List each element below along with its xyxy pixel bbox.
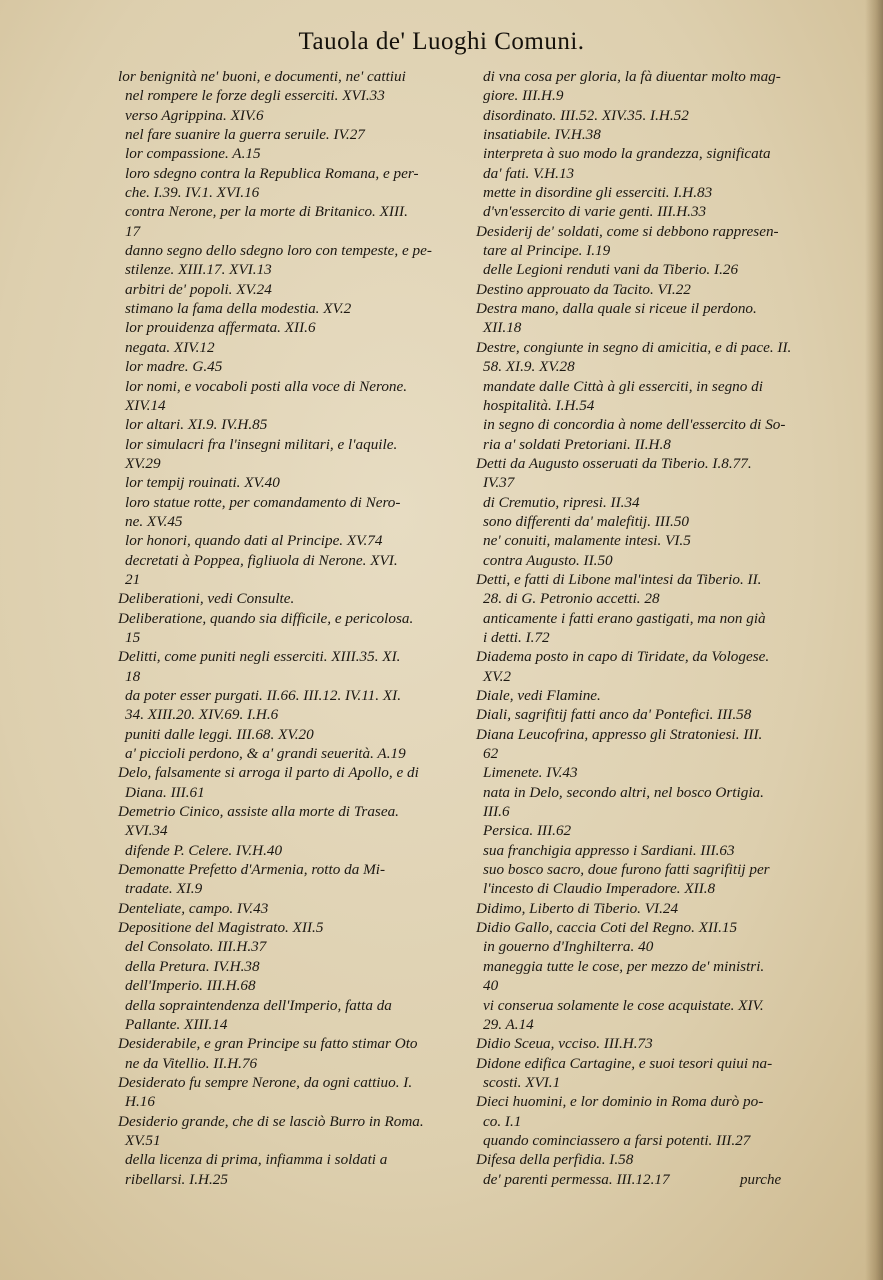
index-line: ne' conuiti, malamente intesi. VI.5 [483,532,691,550]
index-line: che. I.39. IV.1. XVI.16 [125,184,260,202]
index-line: in gouerno d'Inghilterra. 40 [483,938,654,956]
index-line: 18 [125,667,141,685]
index-line: Limenete. IV.43 [483,764,578,782]
index-line: Dieci huomini, e lor dominio in Roma durò po- [476,1093,764,1111]
index-line: XV.51 [125,1131,161,1149]
index-line: mette in disordine gli esserciti. I.H.83 [483,184,713,202]
index-line: vi conserua solamente le cose acquistate. XIV. [483,996,764,1014]
index-line: Diana Leucofrina, appresso gli Stratoniesi. III. [476,725,763,743]
index-line: della licenza di prima, infiamma i soldati a [125,1151,388,1169]
index-line: decretati à Poppea, figliuola di Nerone. XVI. [125,551,398,569]
index-line: lor prouidenza affermata. XII.6 [125,319,316,337]
index-line: XVI.34 [125,822,168,840]
index-line: Didio Gallo, caccia Coti del Regno. XII.15 [476,919,738,937]
index-line: III.6 [483,803,510,821]
index-line: 34. XIII.20. XIV.69. I.H.6 [125,706,279,724]
index-line: da' fati. V.H.13 [483,164,575,182]
index-line: giore. III.H.9 [483,87,564,105]
index-line: l'incesto di Claudio Imperadore. XII.8 [483,880,716,898]
index-line: IV.37 [483,474,515,492]
index-line: disordinato. III.52. XIV.35. I.H.52 [483,106,689,124]
index-line: H.16 [125,1093,155,1111]
index-line: 15 [125,628,141,646]
index-line: de' parenti permessa. III.12.17 [483,1170,670,1188]
index-line: contra Nerone, per la morte di Britanico. XIII. [125,203,408,221]
index-line: anticamente i fatti erano gastigati, ma non già [483,609,766,627]
index-line: ne. XV.45 [125,512,183,530]
index-line: Denteliate, campo. IV.43 [118,899,269,917]
catchword: purche [740,1172,782,1188]
index-line: da poter esser purgati. II.66. III.12. IV.11. XI. [125,687,402,704]
index-line: Detti da Augusto osseruati da Tiberio. I.8.77. [476,454,752,472]
index-column-right [476,67,822,1189]
index-line: i detti. I.72 [483,628,550,646]
index-line: Desiderio grande, che di se lasciò Burro in Roma. [118,1112,424,1130]
index-line: Persica. III.62 [483,822,572,840]
index-line: Diadema posto in capo di Tiridate, da Vologese. [476,648,770,666]
index-line: Deliberationi, vedi Consulte. [118,590,295,608]
index-line: 62 [483,745,499,763]
index-line: ria a' soldati Pretoriani. II.H.8 [483,435,671,453]
index-line: Diali, sagrifitij fatti anco da' Pontefici. III.58 [476,706,752,724]
page-edge-shadow [865,0,883,1280]
index-line: Didimo, Liberto di Tiberio. VI.24 [476,899,679,917]
index-line: Destra mano, dalla quale si riceue il perdono. [476,300,757,318]
index-line: 29. A.14 [483,1015,534,1033]
index-line: Didio Sceua, vcciso. III.H.73 [476,1035,653,1053]
index-line: lor tempij rouinati. XV.40 [125,474,280,492]
index-line: insatiabile. IV.H.38 [483,126,601,144]
index-line: contra Augusto. II.50 [483,551,613,569]
index-line: Depositione del Magistrato. XII.5 [118,919,324,937]
index-line: scosti. XVI.1 [483,1073,561,1091]
index-line: Diana. III.61 [125,783,205,801]
index-line: 58. XI.9. XV.28 [483,358,575,376]
index-line: XIV.14 [125,396,166,414]
index-line: lor madre. G.45 [125,358,223,376]
index-line: verso Agrippina. XIV.6 [125,106,264,124]
index-line: stimano la fama della modestia. XV.2 [125,300,352,318]
index-line: della Pretura. IV.H.38 [125,957,260,975]
index-line: negata. XIV.12 [125,338,215,356]
index-line: hospitalità. I.H.54 [483,396,595,414]
index-line: nel fare suanire la guerra seruile. IV.27 [125,126,365,144]
index-line: del Consolato. III.H.37 [125,938,267,956]
index-column-left [118,67,470,1189]
index-line: lor altari. XI.9. IV.H.85 [125,416,268,434]
index-line: sua franchigia appresso i Sardiani. III.63 [483,841,735,859]
index-line: Pallante. XIII.14 [125,1015,228,1033]
index-line: suo bosco sacro, doue furono fatti sagrifitij per [483,861,770,879]
index-line: sono differenti da' malefitij. III.50 [483,512,690,530]
index-line: danno segno dello sdegno loro con tempeste, e pe- [125,242,432,260]
index-line: Deliberatione, quando sia difficile, e pericolosa. [118,609,414,627]
index-line: Delo, falsamente si arroga il parto di Apollo, e di [118,764,419,782]
index-line: Demetrio Cinico, assiste alla morte di Trasea. [118,803,399,821]
index-line: di vna cosa per gloria, la fà diuentar molto mag- [483,68,781,85]
index-line: quando cominciassero a farsi potenti. III.27 [483,1131,751,1149]
index-line: nel rompere le forze degli esserciti. XVI.33 [125,87,385,105]
index-line: delle Legioni renduti vani da Tiberio. I.26 [483,261,739,279]
index-line: 40 [483,977,499,995]
index-line: maneggia tutte le cose, per mezzo de' ministri. [483,957,765,975]
page-header: Tauola de' Luoghi Comuni. [298,28,585,55]
index-line: difende P. Celere. IV.H.40 [125,841,283,859]
index-line: tare al Principe. I.19 [483,242,611,260]
index-line: Demonatte Prefetto d'Armenia, rotto da Mi- [118,861,386,879]
index-line: in segno di concordia à nome dell'essercito di So- [483,416,786,434]
index-line: lor compassione. A.15 [125,145,261,163]
index-line: XV.2 [483,667,511,685]
index-line: Detti, e fatti di Libone mal'intesi da Tiberio. II. [476,570,762,588]
index-line: Desiderij de' soldati, come si debbono rappresen- [476,222,779,240]
index-line: XII.18 [483,319,522,337]
index-line: 17 [125,222,141,240]
index-line: mandate dalle Città à gli esserciti, in segno di [483,377,763,395]
index-line: puniti dalle leggi. III.68. XV.20 [125,725,314,743]
index-line: ribellarsi. I.H.25 [125,1170,228,1188]
index-line: Destino approuato da Tacito. VI.22 [476,280,691,298]
index-line: arbitri de' popoli. XV.24 [125,280,272,298]
index-line: della sopraintendenza dell'Imperio, fatta da [125,996,392,1014]
index-line: dell'Imperio. III.H.68 [125,977,256,995]
index-line: co. I.1 [483,1112,522,1130]
index-line: Diale, vedi Flamine. [476,687,601,704]
index-line: Desiderabile, e gran Principe su fatto stimar Oto [118,1035,418,1053]
index-line: Difesa della perfidia. I.58 [476,1151,634,1169]
index-line: Delitti, come puniti negli esserciti. XIII.35. XI. [118,648,401,666]
index-line: di Cremutio, ripresi. II.34 [483,493,640,511]
index-line: stilenze. XIII.17. XVI.13 [125,261,272,279]
index-line: lor nomi, e vocaboli posti alla voce di Nerone. [125,377,408,395]
index-line: lor honori, quando dati al Principe. XV.74 [125,532,383,550]
index-line: tradate. XI.9 [125,880,203,898]
index-line: a' piccioli perdono, & a' grandi seuerità. A.19 [125,745,406,763]
index-line: lor simulacri fra l'insegni militari, e l'aquile. [125,435,398,453]
index-line: Desiderato fu sempre Nerone, da ogni cattiuo. I. [118,1073,413,1091]
index-line: XV.29 [125,454,161,472]
index-line: ne da Vitellio. II.H.76 [125,1054,258,1072]
index-line: Didone edifica Cartagine, e suoi tesori quiui na- [476,1054,773,1072]
index-line: nata in Delo, secondo altri, nel bosco Ortigia. [483,783,764,801]
index-line: Destre, congiunte in segno di amicitia, e di pace. II. [476,338,792,356]
index-line: 21 [125,570,141,588]
index-line: interpreta à suo modo la grandezza, significata [483,145,771,163]
index-line: 28. di G. Petronio accetti. 28 [483,590,660,608]
index-line: d'vn'essercito di varie genti. III.H.33 [483,203,707,221]
index-line: loro sdegno contra la Republica Romana, e per- [125,164,419,182]
index-line: lor benignità ne' buoni, e documenti, ne' cattiui [118,68,406,85]
index-line: loro statue rotte, per comandamento di Nero- [125,493,401,511]
